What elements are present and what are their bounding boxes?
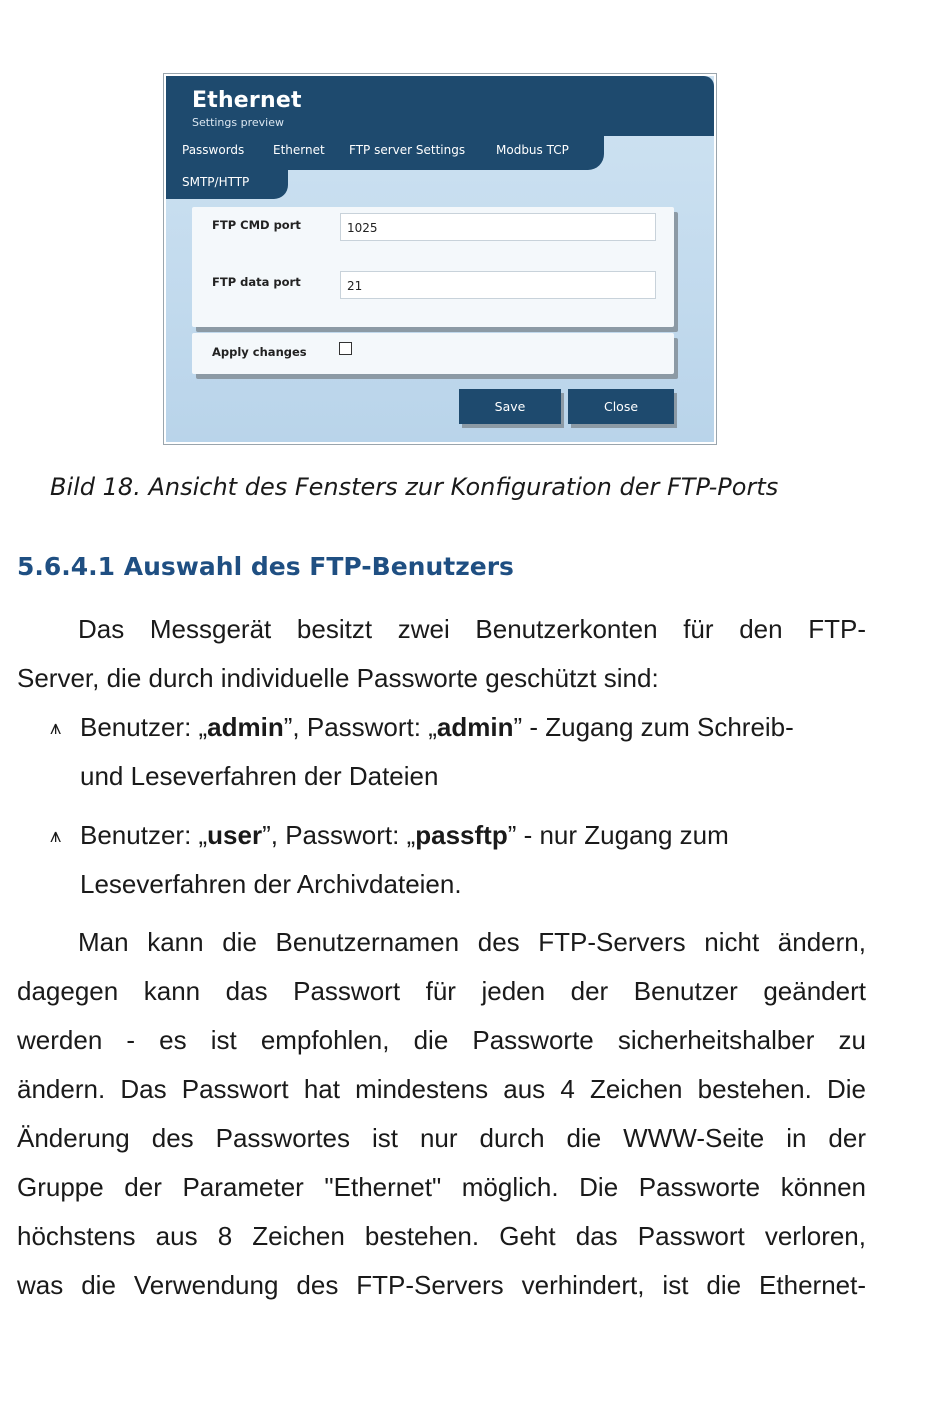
ftp-cmd-port-label: FTP CMD port (212, 218, 301, 232)
tab-ftp-server-settings[interactable]: FTP server Settings (349, 143, 466, 157)
window-title: Ethernet (192, 88, 302, 113)
settings-window (166, 76, 714, 442)
ports-panel (192, 207, 674, 327)
bullet-1-password: admin (436, 712, 514, 742)
ftp-cmd-port-input[interactable]: 1025 (340, 213, 656, 241)
bullet-2-text-b: ”, Passwort: „ (262, 820, 416, 850)
body-line-3: werden - es ist empfohlen, die Passworte sicherheitshalber zu (17, 1025, 866, 1055)
tab-smtp-http[interactable]: SMTP/HTTP (182, 175, 250, 189)
bullet-1-line-2: und Leseverfahren der Dateien (80, 761, 439, 791)
ftp-data-port-input[interactable]: 21 (340, 271, 656, 299)
bullet-1-username: admin (207, 712, 284, 742)
window-subtitle: Settings preview (192, 116, 284, 129)
bullet-1-icon: ⩚ (50, 717, 62, 739)
ethernet-settings-screenshot (163, 73, 717, 445)
ftp-data-port-label: FTP data port (212, 275, 301, 289)
body-line-6: Gruppe der Parameter "Ethernet" möglich. Die Passworte können (17, 1172, 866, 1202)
bullet-2-password: passftp (415, 820, 508, 850)
body-line-2: dagegen kann das Passwort für jeden der Benutzer geändert (17, 976, 866, 1006)
body-line-8: was die Verwendung des FTP-Servers verhindert, ist die Ethernet- (17, 1270, 866, 1300)
body-line-1: Man kann die Benutzernamen des FTP-Servers nicht ändern, (78, 927, 866, 957)
bullet-2-line-2: Leseverfahren der Archivdateien. (80, 869, 462, 899)
tab-passwords[interactable]: Passwords (182, 143, 245, 157)
bullet-1-text-c: ” - Zugang zum Schreib- (513, 712, 794, 742)
body-paragraph (17, 918, 866, 1310)
intro-line-1: Das Messgerät besitzt zwei Benutzerkonten für den FTP- (78, 614, 866, 644)
bullet-2-line-1 (80, 811, 729, 860)
close-button[interactable]: Close (568, 389, 674, 424)
intro-line-2: Server, die durch individuelle Passworte geschützt sind: (17, 663, 659, 693)
tab-modbus-tcp[interactable]: Modbus TCP (496, 143, 569, 157)
bullet-1-text-a: Benutzer: „ (80, 712, 208, 742)
bullet-2-text-a: Benutzer: „ (80, 820, 208, 850)
bullet-2-username: user (207, 820, 263, 850)
figure-caption: Bild 18. Ansicht des Fensters zur Konfiguration der FTP-Ports (50, 473, 779, 501)
bullet-2-text-c: ” - nur Zugang zum (507, 820, 729, 850)
tab-ethernet[interactable]: Ethernet (273, 143, 325, 157)
body-line-4: ändern. Das Passwort hat mindestens aus 4 Zeichen bestehen. Die (17, 1074, 866, 1104)
save-button[interactable]: Save (459, 389, 561, 424)
intro-paragraph (17, 605, 866, 703)
apply-changes-checkbox[interactable] (339, 342, 352, 355)
apply-changes-label: Apply changes (212, 345, 307, 359)
bullet-1-line-1 (80, 703, 866, 752)
body-line-5: Änderung des Passwortes ist nur durch die WWW-Seite in der (17, 1123, 866, 1153)
bullet-1-text-b: ”, Passwort: „ (283, 712, 437, 742)
body-line-7: höchstens aus 8 Zeichen bestehen. Geht das Passwort verloren, (17, 1221, 866, 1251)
apply-changes-panel (192, 333, 674, 374)
section-heading: 5.6.4.1 Auswahl des FTP-Benutzers (17, 552, 514, 581)
bullet-2-icon: ⩚ (50, 825, 62, 847)
